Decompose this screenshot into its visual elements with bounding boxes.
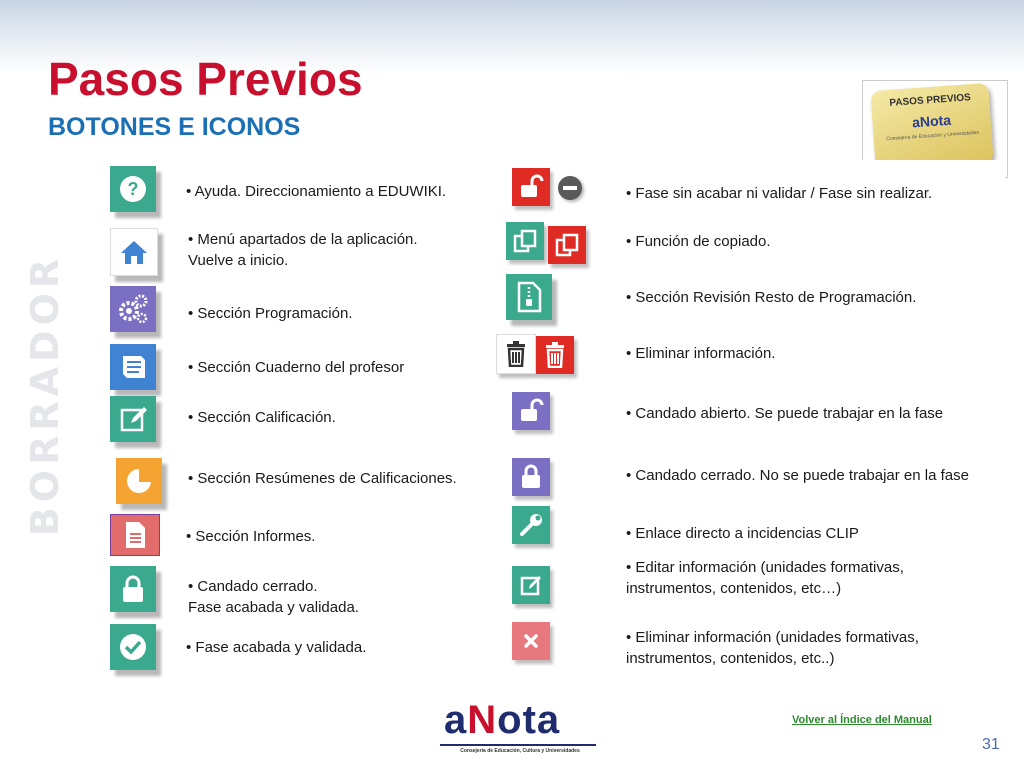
logo-line3: Consejería de Educación y Universidades [886,129,980,143]
wrench-icon[interactable] [512,506,550,544]
page-title: Pasos Previos [48,53,363,105]
back-to-index-link[interactable]: Volver al Índice del Manual [792,714,932,726]
copy-icon[interactable] [506,222,544,260]
copy-icon-red[interactable] [548,226,586,264]
cuaderno-label: • Sección Cuaderno del profesor [188,359,405,376]
logo-rule [440,744,596,746]
page-subtitle: BOTONES E ICONOS [48,113,301,141]
logo-line2: aNota [911,111,952,131]
lock-icon[interactable] [110,566,156,612]
resumenes-label: • Sección Resúmenes de Calificaciones. [188,470,457,487]
candado-cerrado-line1: • Candado cerrado. [188,578,318,595]
gears-icon[interactable] [110,286,156,332]
anota-wordmark [444,700,560,740]
unlock-icon-open[interactable] [512,392,550,430]
help-label: • Ayuda. Direccionamiento a EDUWIKI. [186,183,447,200]
editar-line1: • Editar información (unidades formativas, [626,559,904,576]
eliminar-info-line2: instrumentos, contenidos, etc..) [626,649,835,667]
candado-cerrado-label [188,577,359,618]
home-label-line1: • Menú apartados de la aplicación. [188,231,418,248]
eliminar-label: • Eliminar información. [626,345,776,362]
trash-icon[interactable] [496,334,536,374]
logo-a: a [444,698,468,742]
informes-label: • Sección Informes. [186,528,316,545]
home-label-line2: Vuelve a inicio. [188,251,289,269]
minus-circle-icon [558,176,582,200]
candado-abierto-label: • Candado abierto. Se puede trabajar en la fase [626,405,944,422]
logo-n: N [467,698,498,742]
copiado-label: • Función de copiado. [626,233,771,250]
unlock-icon[interactable] [512,168,550,206]
pie-chart-icon[interactable] [116,458,162,504]
checkmark-icon[interactable] [110,624,156,670]
logo-tablet [870,83,993,171]
home-icon[interactable] [110,228,158,276]
edit-icon[interactable] [110,396,156,442]
logo-ota: ota [497,698,561,742]
home-label [188,230,418,271]
notebook-icon[interactable] [110,344,156,390]
logo-subtitle: Consejería de Educación, Cultura y Universidades [460,748,580,754]
document-icon[interactable] [110,514,160,556]
revision-label: • Sección Revisión Resto de Programación. [626,289,917,306]
svg-text:?: ? [127,179,139,199]
candado-cerrado-fase-label: • Candado cerrado. No se puede trabajar en la fase [626,467,969,484]
zip-file-icon[interactable] [506,274,552,320]
fase-validada-label: • Fase acabada y validada. [186,639,367,656]
edit-info-icon[interactable] [512,566,550,604]
editar-label [626,558,904,599]
help-icon[interactable] [110,166,156,212]
editar-line2: instrumentos, contenidos, etc…) [626,579,842,597]
lock-closed-icon[interactable] [512,458,550,496]
calificacion-label: • Sección Calificación. [188,409,336,426]
eliminar-info-label [626,628,919,669]
trash-icon-red[interactable] [536,336,574,374]
draft-watermark: BORRADOR [23,253,67,537]
logo-line1: PASOS PREVIOS [889,92,972,109]
fase-sin-acabar-label: • Fase sin acabar ni validar / Fase sin realizar. [626,185,933,202]
right-panel [600,160,1005,275]
candado-cerrado-line2: Fase acabada y validada. [188,598,359,616]
incidencias-label: • Enlace directo a incidencias CLIP [626,525,859,542]
page-number: 31 [982,736,1000,753]
anota-logo [440,700,600,764]
close-icon[interactable] [512,622,550,660]
eliminar-info-line1: • Eliminar información (unidades formativas, [626,629,919,646]
programacion-label: • Sección Programación. [188,305,353,322]
